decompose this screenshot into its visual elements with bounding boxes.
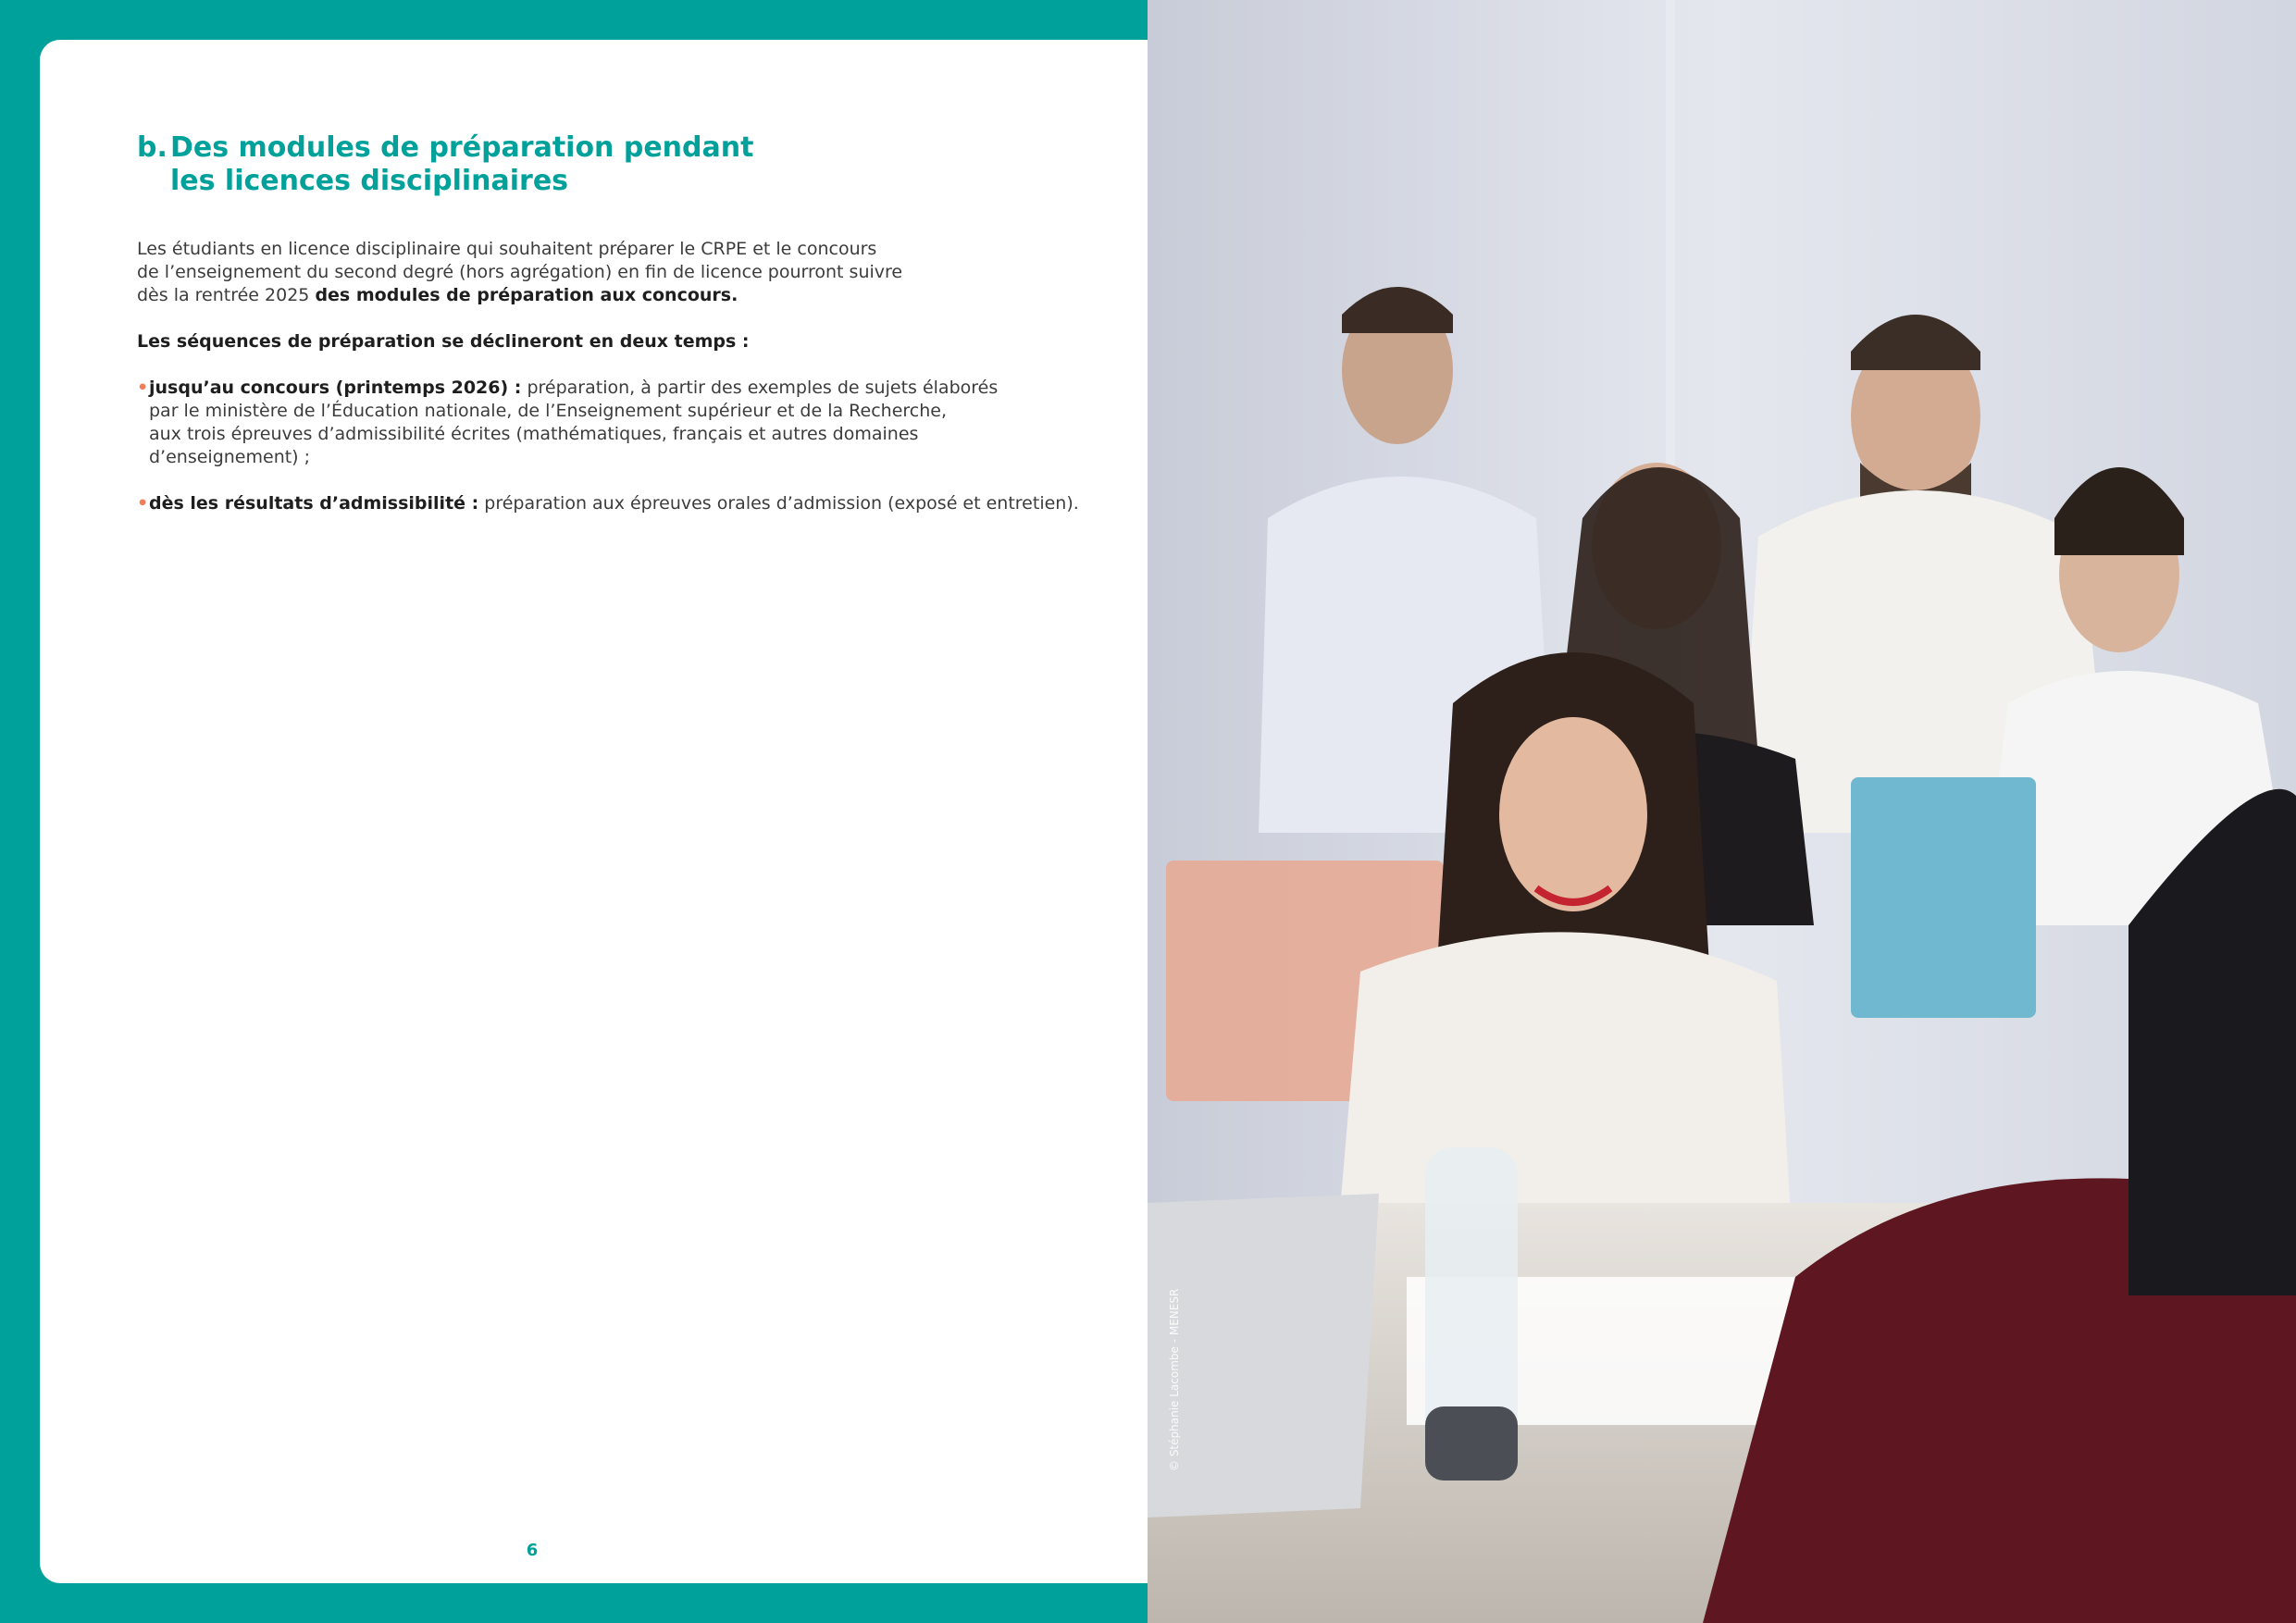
sequences-heading: Les séquences de préparation se déclineront en deux temps : xyxy=(137,331,750,352)
intro-line-1: Les étudiants en licence disciplinaire qui souhaitent préparer le CRPE et le concours xyxy=(137,239,877,259)
bullet-2-label: dès les résultats d’admissibilité : xyxy=(149,493,479,514)
bullet-1-label: jusqu’au concours (printemps 2026) : xyxy=(149,378,522,398)
section-number: b. xyxy=(137,131,168,164)
section-heading xyxy=(137,131,970,198)
photo-illustration xyxy=(1148,0,2296,1623)
classroom-photo xyxy=(1148,0,2296,1623)
bullet-1-line-2: par le ministère de l’Éducation nationale, de l’Enseignement supérieur et de la Recherche, xyxy=(149,401,948,421)
bullet-item-1 xyxy=(137,377,1109,469)
bullet-1-line-1: préparation, à partir des exemples de sujets élaborés xyxy=(521,378,999,398)
bullet-dot-icon: • xyxy=(137,378,149,398)
bullet-2-line-1: préparation aux épreuves orales d’admission (exposé et entretien). xyxy=(478,493,1079,514)
section-title-line2: les licences disciplinaires xyxy=(170,165,569,197)
bullet-dot-icon: • xyxy=(137,493,149,514)
bullet-item-2 xyxy=(137,492,1109,515)
photo-credit: © Stéphanie Lacombe - MENESR xyxy=(1168,1288,1181,1471)
section-title-line1: Des modules de préparation pendant xyxy=(170,131,754,164)
intro-line-2: de l’enseignement du second degré (hors agrégation) en fin de licence pourront suivre xyxy=(137,262,903,282)
intro-paragraph xyxy=(137,238,1072,307)
bullet-1-line-4: d’enseignement) ; xyxy=(149,447,311,467)
page-number: 6 xyxy=(526,1541,539,1560)
intro-line-3: dès la rentrée 2025 xyxy=(137,285,316,305)
bullet-1-line-3: aux trois épreuves d’admissibilité écrites (mathématiques, français et autres domaines xyxy=(149,424,919,444)
intro-emphasis: des modules de préparation aux concours. xyxy=(315,285,738,305)
